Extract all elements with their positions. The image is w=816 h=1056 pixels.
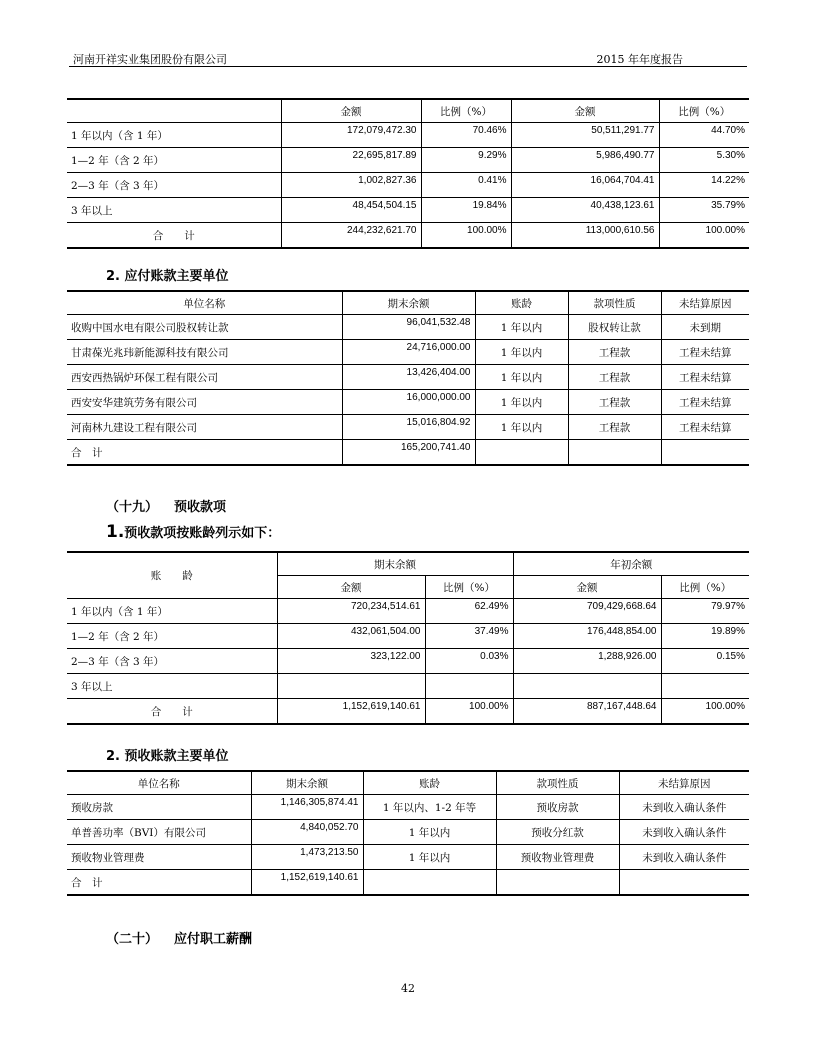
table-cell: 未到收入确认条件 [619, 820, 749, 845]
table-cell: 合 计 [67, 223, 281, 249]
table-cell: 24,716,000.00 [342, 340, 475, 365]
section-20-name: 应付职工薪酬 [174, 932, 253, 947]
table-cell: 3 年以上 [67, 198, 281, 223]
table-cell: 9.29% [421, 148, 511, 173]
payables-aging-table [67, 98, 749, 249]
table-cell: 1,152,619,140.61 [251, 870, 363, 896]
table-row [67, 870, 749, 896]
table-cell: 合 计 [67, 440, 342, 466]
table-cell: 工程未结算 [661, 415, 749, 440]
table-cell: 0.41% [421, 173, 511, 198]
column-header [67, 99, 281, 123]
table-cell: 甘肃葆光兆玮新能源科技有限公司 [67, 340, 342, 365]
table-row [67, 390, 749, 415]
sub-header: 金额 [277, 576, 425, 599]
table-cell: 15,016,804.92 [342, 415, 475, 440]
table-row [67, 845, 749, 870]
table-cell: 0.03% [425, 649, 513, 674]
section-19-name: 预收款项 [174, 500, 227, 515]
table-row [67, 340, 749, 365]
table-cell: 合 计 [67, 870, 251, 896]
table-cell: 720,234,514.61 [277, 599, 425, 624]
table-cell: 19.84% [421, 198, 511, 223]
table-cell: 2—3 年（含 3 年） [67, 173, 281, 198]
table-cell: 1,152,619,140.61 [277, 699, 425, 725]
column-header: 期末余额 [251, 771, 363, 795]
table-cell: 0.15% [661, 649, 749, 674]
table-row [67, 795, 749, 820]
table-cell: 收购中国水电有限公司股权转让款 [67, 315, 342, 340]
table-cell: 1,473,213.50 [251, 845, 363, 870]
section-20-title [106, 928, 252, 947]
payable-units-table [67, 290, 749, 466]
table-row [67, 198, 749, 223]
table-cell: 96,041,532.48 [342, 315, 475, 340]
table-cell: 1 年以内 [475, 315, 568, 340]
table-row [67, 820, 749, 845]
table-cell: 113,000,610.56 [511, 223, 659, 249]
table-cell: 4,840,052.70 [251, 820, 363, 845]
table-cell [496, 870, 619, 896]
header-row [67, 99, 749, 123]
table-cell: 44.70% [659, 123, 749, 148]
table-cell [425, 674, 513, 699]
table-cell [661, 440, 749, 466]
aging-header: 账 龄 [67, 552, 277, 599]
table-cell: 3 年以上 [67, 674, 277, 699]
table-cell: 14.22% [659, 173, 749, 198]
table-cell: 西安西热锅炉环保工程有限公司 [67, 365, 342, 390]
table-cell: 1,146,305,874.41 [251, 795, 363, 820]
table-row [67, 624, 749, 649]
section-19-number: （十九） [106, 500, 159, 515]
table-cell [363, 870, 496, 896]
table-cell: 37.49% [425, 624, 513, 649]
column-header: 款项性质 [496, 771, 619, 795]
table-cell: 13,426,404.00 [342, 365, 475, 390]
column-header: 账龄 [363, 771, 496, 795]
column-header: 比例（%） [421, 99, 511, 123]
table-cell: 1—2 年（含 2 年） [67, 148, 281, 173]
table-cell [277, 674, 425, 699]
page-number: 42 [401, 982, 415, 995]
table-cell: 432,061,504.00 [277, 624, 425, 649]
table-cell: 西安安华建筑劳务有限公司 [67, 390, 342, 415]
table-cell: 合 计 [67, 699, 277, 725]
table-cell: 预收房款 [67, 795, 251, 820]
page-header [69, 50, 747, 67]
table-cell: 预收物业管理费 [67, 845, 251, 870]
table-cell: 1,002,827.36 [281, 173, 421, 198]
table-row [67, 223, 749, 249]
table-cell: 165,200,741.40 [342, 440, 475, 466]
table-cell: 16,000,000.00 [342, 390, 475, 415]
table-cell: 79.97% [661, 599, 749, 624]
table-cell: 1 年以内 [475, 390, 568, 415]
sub-header: 金额 [513, 576, 661, 599]
table-cell: 100.00% [659, 223, 749, 249]
sub-header: 比例（%） [425, 576, 513, 599]
table-cell: 1,288,926.00 [513, 649, 661, 674]
table-cell: 100.00% [421, 223, 511, 249]
table-cell: 709,429,668.64 [513, 599, 661, 624]
column-header: 金额 [511, 99, 659, 123]
table-cell: 1 年以内（含 1 年） [67, 599, 277, 624]
column-header: 款项性质 [568, 291, 661, 315]
section-19-1-title [106, 522, 280, 542]
table-cell: 工程款 [568, 340, 661, 365]
table-row [67, 699, 749, 725]
table-cell: 887,167,448.64 [513, 699, 661, 725]
header-row [67, 291, 749, 315]
table-cell: 工程款 [568, 365, 661, 390]
section-20-number: （二十） [106, 932, 159, 947]
table-cell: 1 年以内 [475, 340, 568, 365]
table-cell: 预收分红款 [496, 820, 619, 845]
sub-header: 比例（%） [661, 576, 749, 599]
table-cell: 48,454,504.15 [281, 198, 421, 223]
table-cell: 176,448,854.00 [513, 624, 661, 649]
table-cell: 工程未结算 [661, 340, 749, 365]
table-row [67, 148, 749, 173]
table-cell: 工程未结算 [661, 365, 749, 390]
table-cell: 1 年以内 [363, 845, 496, 870]
column-header: 金额 [281, 99, 421, 123]
report-title: 2015 年年度报告 [596, 53, 683, 66]
table-cell: 323,122.00 [277, 649, 425, 674]
table-cell: 1 年以内、1-2 年等 [363, 795, 496, 820]
table-row [67, 123, 749, 148]
table-cell: 1 年以内（含 1 年） [67, 123, 281, 148]
table-cell: 河南林九建设工程有限公司 [67, 415, 342, 440]
advance-units-table [67, 770, 749, 896]
table-cell: 50,511,291.77 [511, 123, 659, 148]
table-row [67, 649, 749, 674]
column-header: 比例（%） [659, 99, 749, 123]
section-advance-units-title: 2. 预收账款主要单位 [106, 749, 229, 764]
table-cell: 工程款 [568, 390, 661, 415]
table-cell [619, 870, 749, 896]
table-row [67, 599, 749, 624]
table-cell [475, 440, 568, 466]
table-row [67, 173, 749, 198]
table-cell: 预收房款 [496, 795, 619, 820]
table-cell: 16,064,704.41 [511, 173, 659, 198]
opening-balance-header: 年初余额 [513, 552, 749, 576]
table-cell: 40,438,123.61 [511, 198, 659, 223]
column-header: 账龄 [475, 291, 568, 315]
table-row [67, 365, 749, 390]
table-cell: 工程款 [568, 415, 661, 440]
table-cell [513, 674, 661, 699]
table-cell: 1 年以内 [363, 820, 496, 845]
table-cell: 5,986,490.77 [511, 148, 659, 173]
section-19-title [106, 496, 226, 515]
column-header: 单位名称 [67, 291, 342, 315]
table-cell: 单普善功率（BVI）有限公司 [67, 820, 251, 845]
section-19-1-name: 预收款项按账龄列示如下： [124, 526, 281, 541]
section-payable-units-title: 2. 应付账款主要单位 [106, 269, 229, 284]
table-cell: 70.46% [421, 123, 511, 148]
table-cell: 1—2 年（含 2 年） [67, 624, 277, 649]
column-header: 单位名称 [67, 771, 251, 795]
table-cell: 100.00% [425, 699, 513, 725]
company-name: 河南开祥实业集团股份有限公司 [73, 53, 227, 66]
table-cell: 22,695,817.89 [281, 148, 421, 173]
table-cell: 股权转让款 [568, 315, 661, 340]
column-header: 未结算原因 [661, 291, 749, 315]
table-cell: 35.79% [659, 198, 749, 223]
table-cell: 未到收入确认条件 [619, 795, 749, 820]
table-cell: 未到收入确认条件 [619, 845, 749, 870]
table-row [67, 315, 749, 340]
table-cell: 5.30% [659, 148, 749, 173]
section-19-1-number: 1. [106, 522, 125, 542]
table-cell: 工程未结算 [661, 390, 749, 415]
table-cell: 244,232,621.70 [281, 223, 421, 249]
table-cell [661, 674, 749, 699]
table-cell: 172,079,472.30 [281, 123, 421, 148]
table-cell: 预收物业管理费 [496, 845, 619, 870]
column-header: 期末余额 [342, 291, 475, 315]
column-header: 未结算原因 [619, 771, 749, 795]
table-cell: 19.89% [661, 624, 749, 649]
table-cell: 未到期 [661, 315, 749, 340]
table-cell: 2—3 年（含 3 年） [67, 649, 277, 674]
table-row [67, 440, 749, 466]
table-cell: 62.49% [425, 599, 513, 624]
advances-aging-table [67, 551, 749, 725]
table-cell: 100.00% [661, 699, 749, 725]
table-cell: 1 年以内 [475, 415, 568, 440]
table-row [67, 674, 749, 699]
table-cell: 1 年以内 [475, 365, 568, 390]
table-row [67, 415, 749, 440]
closing-balance-header: 期末余额 [277, 552, 513, 576]
table-cell [568, 440, 661, 466]
header-row [67, 771, 749, 795]
